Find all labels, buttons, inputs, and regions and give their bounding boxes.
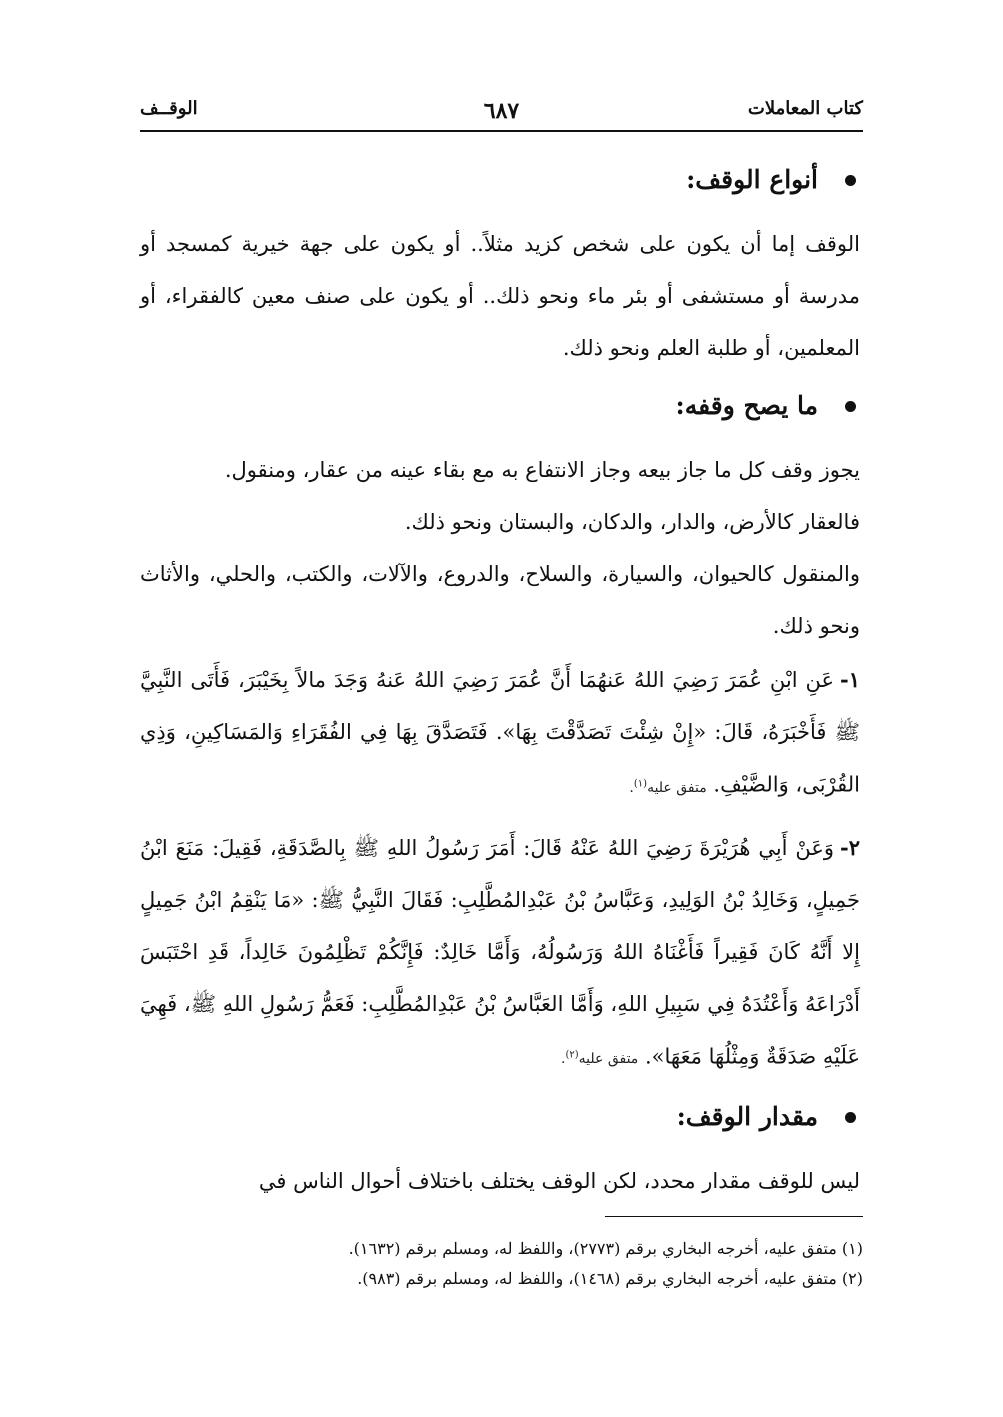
valid-paragraph-3: والمنقول كالحيوان، والسيارة، والسلاح، والدروع، والآلات، والكتب، والحلي، والأثاث ونحو ذلك. xyxy=(140,562,860,638)
valid-paragraph-1: يجوز وقف كل ما جاز بيعه وجاز الانتفاع به مع بقاء عينه من عقار، ومنقول. xyxy=(224,458,860,482)
hadith-reference: متفق عليه$^{(١)}$. xyxy=(629,778,707,796)
footnotes xyxy=(143,1234,863,1294)
footnote-marker: (٢) xyxy=(565,1049,579,1061)
footnote-divider xyxy=(605,1216,863,1217)
section-heading-amount-text: مقدار الوقف: xyxy=(676,1102,818,1132)
hadith-number: ٢- xyxy=(840,834,860,860)
hadith-2 xyxy=(140,822,860,1086)
hadith-text: وَعَنْ أَبِي هُرَيْرَةَ رَضِيَ اللهُ عَنْهُ قَالَ: أَمَرَ رَسُولُ اللهِ ﷺ بِالصَّدَقَةِ، فَقِيلَ: مَنَعَ ابْنُ جَمِيلٍ، وَخَالِدُ بْنُ الوَلِيدِ، وَعَبَّاسُ بْنُ عَبْدِالمُطَّلِبِ: فَقَالَ النَّبِيُّ ﷺ: «مَا يَنْقِمُ ابْنُ جَمِيلٍ إِلا أَنَّهُ كَانَ فَقِيراً فَأَغْنَاهُ اللهُ وَرَسُولُهُ، وَأَمَّا خَالِدٌ: فَإِنَّكُمْ تَظْلِمُونَ خَالِداً، قَدِ احْتَبَسَ أَدْرَاعَهُ وَأَعْتُدَهُ فِي سَبِيلِ اللهِ، وَأَمَّا العَبَّاسُ بْنُ عَبْدِالمُطَّلِبِ: فَعَمُّ رَسُولِ اللهِ ﷺ، فَهِيَ عَلَيْهِ صَدَقَةٌ وَمِثْلُهَا مَعَهَا». xyxy=(140,835,860,1069)
section-heading-types-text: أنواع الوقف: xyxy=(686,165,818,194)
section-heading-valid-text: ما يصح وقفه: xyxy=(675,391,818,420)
page-body xyxy=(140,162,860,1207)
bullet-icon xyxy=(845,1112,856,1123)
bullet-icon xyxy=(845,401,856,412)
page-number: ٦٨٧ xyxy=(483,98,520,124)
bullet-icon xyxy=(845,175,856,186)
reference-label: متفق عليه xyxy=(647,779,707,796)
amount-paragraph: ليس للوقف مقدار محدد، لكن الوقف يختلف باختلاف أحوال الناس في xyxy=(258,1169,860,1194)
hadith-text: عَنِ ابْنِ عُمَرَ رَضِيَ اللهُ عَنهُمَا أَنَّ عُمَرَ رَضِيَ اللهُ عَنهُ وَجَدَ مالاً بِخَيْبَرَ، فَأَتَى النَّبِيَّ ﷺ فَأَخْبَرَهُ، قَالَ: «إِنْ شِئْتَ تَصَدَّقْتَ بِهَا». فَتَصَدَّقَ بِهَا فِي الفُقَرَاءِ وَالمَسَاكِينِ، وَذِي القُرْبَى، وَالضَّيْفِ. xyxy=(140,668,860,797)
footnote-1: (١) متفق عليه، أخرجه البخاري برقم (٢٧٧٣)، واللفظ له، ومسلم برقم (١٦٣٢). xyxy=(348,1239,863,1258)
valid-paragraph-2: فالعقار كالأرض، والدار، والدكان، والبستان ونحو ذلك. xyxy=(404,510,860,534)
footnote-marker: (١) xyxy=(633,778,648,789)
hadith-number: ١- xyxy=(840,667,860,692)
footnote-2: (٢) متفق عليه، أخرجه البخاري برقم (١٤٦٨)، واللفظ له، ومسلم برقم (٩٨٣). xyxy=(357,1269,863,1288)
running-header xyxy=(140,96,863,132)
reference-label: متفق عليه xyxy=(578,1051,639,1068)
types-paragraph: الوقف إما أن يكون على شخص كزيد مثلاً.. أو يكون على جهة خيرية كمسجد أو مدرسة أو مستشفى أو بئر ماء ونحو ذلك.. أو يكون على صنف معين كالفقراء، أو المعلمين، أو طلبة العلم ونحو ذلك. xyxy=(140,232,860,360)
chapter-title: الوقــف xyxy=(140,98,198,119)
section-heading-amount xyxy=(140,1099,860,1135)
section-heading-valid xyxy=(140,388,860,424)
hadith-reference: متفق عليه$^{(٢)}$. xyxy=(561,1049,639,1068)
section-heading-types xyxy=(140,162,860,198)
hadith-1 xyxy=(140,654,860,814)
book-title: كتاب المعاملات xyxy=(747,98,863,119)
